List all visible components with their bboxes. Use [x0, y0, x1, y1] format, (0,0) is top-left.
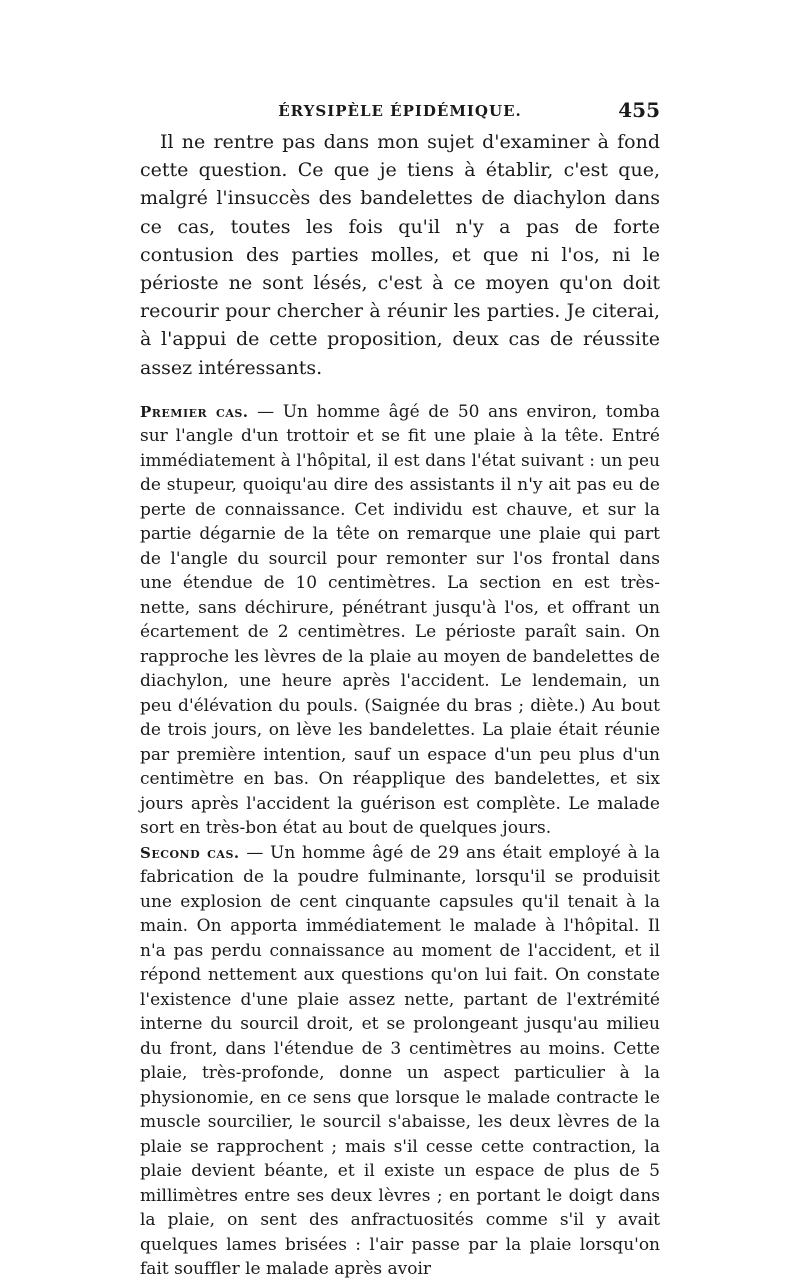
intro-paragraph: Il ne rentre pas dans mon sujet d'examiner à fond cette question. Ce que je tiens à établir, c'est que, malgré l'insuccès des bandelettes de diachylon dans ce cas, toutes les fois qu'il n'y a pas de forte contusion des parties molles, et que ni l'os, ni le périoste ne sont lésés, c'est à ce moyen qu'on doit recourir pour chercher à réunir les parties. Je citerai, à l'appui de cette proposition, deux cas de réussite assez intéressants. [140, 131, 660, 379]
case-reports [140, 400, 660, 1282]
case-one-paragraph [140, 400, 660, 841]
case-one-label: Premier cas. [140, 402, 249, 421]
case-one-text: — Un homme âgé de 50 ans environ, tomba sur l'angle d'un trottoir et se fit une plaie à la tête. Entré immédiatement à l'hôpital, il est dans l'état suivant : un peu de stupeur, quoiqu'au dire des assistants il n'y ait pas eu de perte de connaissance. Cet individu est chauve, et sur la partie dégarnie de la tête on remarque une plaie qui part de l'angle du sourcil pour remonter sur l'os frontal dans une étendue de 10 centimètres. La section en est très-nette, sans déchirure, pénétrant jusqu'à l'os, et offrant un écartement de 2 centimètres. Le périoste paraît sain. On rapproche les lèvres de la plaie au moyen de bandelettes de diachylon, une heure après l'accident. Le lendemain, un peu d'élévation du pouls. (Saignée du bras ; diète.) Au bout de trois jours, on lève les bandelettes. La plaie était réunie par première intention, sauf un espace d'un peu plus d'un centimètre en bas. On réapplique des bandelettes, et six jours après l'accident la guérison est complète. Le malade sort en très-bon état au bout de quelques jours. [140, 401, 660, 839]
case-two-paragraph [140, 841, 660, 1282]
case-two-text: — Un homme âgé de 29 ans était employé à la fabrication de la poudre fulminante, lorsqu'il se produisit une explosion de cent cinquante capsules qu'il tenait à la main. On apporta immédiatement le malade à l'hôpital. Il n'a pas perdu connaissance au moment de l'accident, et il répond nettement aux questions qu'on lui fait. On constate l'existence d'une plaie assez nette, partant de l'extrémité interne du sourcil droit, et se prolongeant jusqu'au milieu du front, dans l'étendue de 3 centimètres au moins. Cette plaie, très-profonde, donne un aspect particulier à la physionomie, en ce sens que lorsque le malade contracte le muscle sourcilier, le sourcil s'abaisse, les deux lèvres de la plaie se rapprochent ; mais s'il cesse cette contraction, la plaie devient béante, et il existe un espace de plus de 5 millimètres entre ses deux lèvres ; en portant le doigt dans la plaie, on sent des anfractuosités comme s'il y avait quelques lames brisées : l'air passe par la plaie lorsqu'on fait souffler le malade après avoir [140, 842, 660, 1280]
running-head [140, 98, 660, 124]
page-number: 455 [618, 98, 660, 122]
body-text [140, 128, 660, 1282]
running-title: ÉRYSIPÈLE ÉPIDÉMIQUE. [278, 102, 522, 120]
case-two-label: Second cas. [140, 843, 240, 862]
